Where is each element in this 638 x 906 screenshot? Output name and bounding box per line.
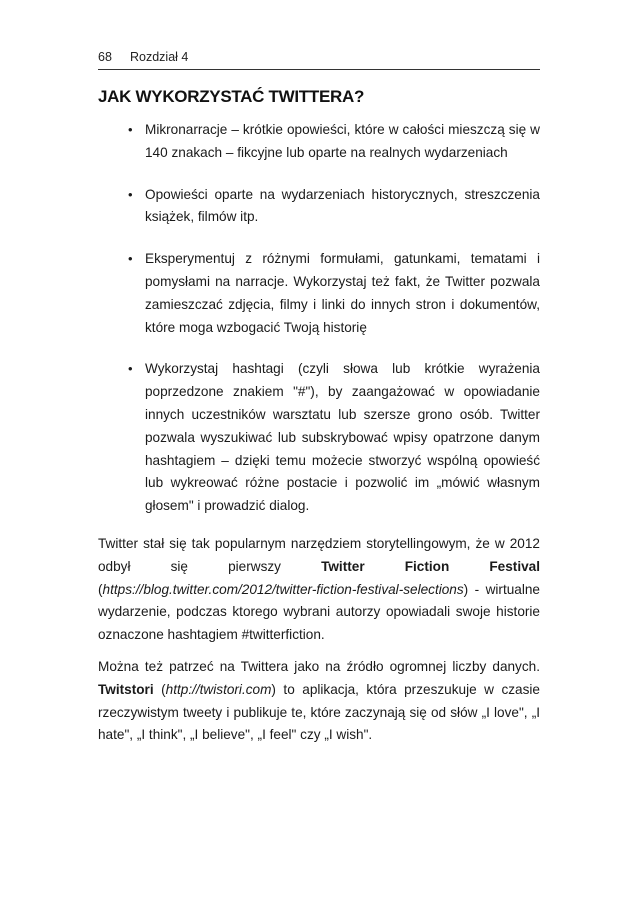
- bullet-icon: •: [128, 186, 133, 202]
- bullet-item: [128, 184, 540, 230]
- page-number: 68: [98, 50, 112, 64]
- bullet-text: Wykorzystaj hashtagi (czyli słowa lub krótkie wyrażenia poprzedzone znakiem "#"), by zaangażować w opowiadanie innych uczestników warsztatu lub szersze grono osób. Twitter pozwala wyszukiwać lub subskrybować wpisy opatrzone danym hashtagiem – dzięki temu możecie stworzyć wspólną opowieść lub wykreować różne postacie i pozwolić im „mówić własnym głosem" i prowadzić dialog.: [145, 361, 540, 514]
- paragraph-text: (: [98, 581, 103, 597]
- paragraph-text: Można też patrzeć na Twittera jako na źródło ogromnej liczby danych.: [98, 659, 540, 674]
- section-title: JAK WYKORZYSTAĆ TWITTERA?: [98, 87, 365, 106]
- festival-name: Twitter Fiction Festival: [321, 558, 540, 574]
- paragraph-text: ) - wirtualne wydarzenie, podczas ktorego wybrani autorzy opowiadali swoje historie oznaczone hashtagiem #twitterfiction.: [98, 581, 540, 643]
- paragraph-twitter-fiction: [98, 533, 540, 647]
- header-divider: [98, 69, 540, 70]
- festival-link[interactable]: https://blog.twitter.com/2012/twitter-fiction-festival-selections: [102, 581, 464, 597]
- page-header: [98, 50, 540, 70]
- bullet-icon: •: [128, 251, 133, 267]
- bullet-item: [128, 119, 540, 165]
- bullet-item: [128, 248, 540, 339]
- bullet-list: [128, 119, 540, 537]
- paragraph-twitstori: [98, 656, 540, 747]
- paragraph-text: ) to aplikacja, która przeszukuje w czasie rzeczywistym tweety i publikuje te, które zaczynają się od słów „I love", „I hate", „I think", „I believe", „I feel" czy „I wish".: [98, 681, 540, 743]
- bullet-text: Mikronarracje – krótkie opowieści, które w całości mieszczą się w 140 znakach – fikcyjne lub oparte na realnych wydarzeniach: [145, 122, 540, 160]
- bullet-icon: •: [128, 361, 133, 377]
- bullet-text: Opowieści oparte na wydarzeniach historycznych, streszczenia książek, filmów itp.: [145, 186, 540, 225]
- app-name: Twitstori: [98, 681, 154, 697]
- paragraph-text: (: [153, 681, 166, 697]
- chapter-label: Rozdział 4: [130, 50, 189, 64]
- paragraph-text: Twitter stał się tak popularnym narzędziem storytellingowym, że w 2012 odbył się pierwszy: [98, 536, 540, 574]
- bullet-text: Eksperymentuj z różnymi formułami, gatunkami, tematami i pomysłami na narracje. Wykorzystaj też fakt, że Twitter pozwala zamieszczać zdjęcia, filmy i linki do innych stron i dokumentów, które moga wzbogacić Twoją historię: [145, 251, 540, 335]
- bullet-item: [128, 358, 540, 518]
- bullet-icon: •: [128, 122, 133, 137]
- twistori-link[interactable]: http://twistori.com: [165, 681, 272, 697]
